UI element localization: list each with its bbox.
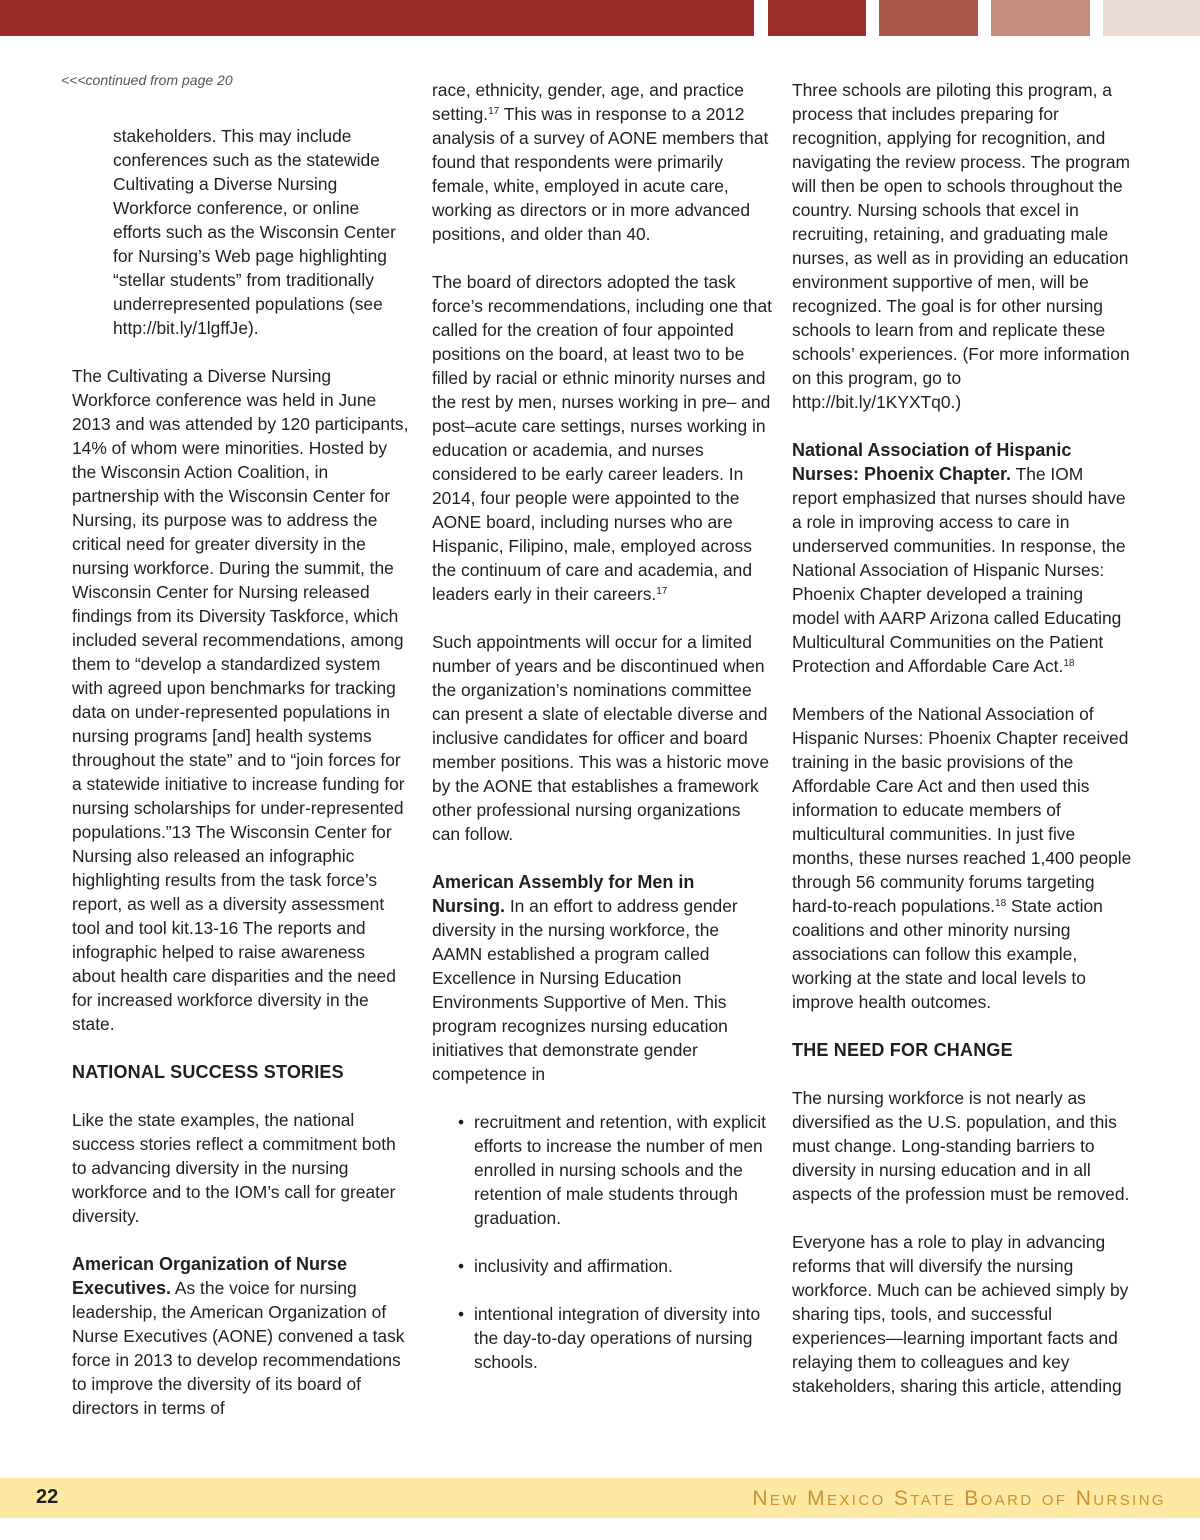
header-color-bar (0, 0, 1200, 36)
nahn-lead: National Association of Hispanic Nurses: Phoenix Chapter. (792, 440, 1072, 484)
footnote-ref: 17 (488, 106, 500, 117)
header-bar-segment (768, 0, 866, 36)
header-bar-segment (1103, 0, 1200, 36)
paragraph-national: Like the state examples, the national success stories reflect a commitment both to advancing diversity in the nursing workforce and to the IOM’s call for greater diversity. (72, 1110, 396, 1226)
aone-lead: American Organization of Nurse Executives. (72, 1254, 348, 1298)
nahn-text: The IOM report emphasized that nurses should have a role in improving access to care in underserved communities. In response, the National Association of Hispanic Nurses: Phoenix Chapter developed a training model with AARP Arizona called Educating Multicultural Communities on the Patient Protection and Affordable Care Act. (792, 464, 1126, 676)
aone-text: As the voice for nursing leadership, the American Organization of Nurse Executives (AONE) convened a task force in 2013 to develop recommendations to improve the diversity of its board of directors in terms of (72, 1278, 405, 1418)
footnote-ref: 17 (656, 586, 668, 597)
paragraph-change: The nursing workforce is not nearly as diversified as the U.S. population, and this must change. Long-standing barriers to diversity in nursing education and in all aspects of the profession must be removed. (792, 1088, 1130, 1204)
aone-continued-text: race, ethnicity, gender, age, and practice setting. (432, 80, 744, 124)
page-number: 22 (36, 1486, 59, 1508)
article-column-3 (792, 78, 1132, 1422)
paragraph-board (432, 270, 772, 606)
continued-note: <<<continued from page 20 (61, 72, 233, 88)
paragraph-pilot-schools: Three schools are piloting this program, a process that includes preparing for recognition, applying for recognition, and navigating the review process. The program will then be open to schools throughout the country. Nursing schools that excel in recruiting, retaining, and graduating male nurses, as well as in providing an education environment supportive of men, will be recognized. The goal is for other nursing schools to learn from and replicate these schools’ experiences. (For more information on this program, go to http://bit.ly/1KYXTq0.) (792, 80, 1131, 412)
header-bar-segment (991, 0, 1090, 36)
paragraph-members (792, 702, 1132, 1014)
paragraph-appointments: Such appointments will occur for a limited number of years and be discontinued when the organization’s nominations committee can present a slate of electable diverse and inclusive candidates for officer and board member positions. This was a historic move by the AONE that establishes a framework other professional nursing organizations can follow. (432, 632, 769, 844)
header-bar-segment (879, 0, 978, 36)
board-text: The board of directors adopted the task force’s recommendations, including one that called for the creation of four appointed positions on the board, at least two to be filled by racial or ethnic minority nurses and the rest by men, nurses working in pre– and post–acute care settings, nurses working in education or academia, and nurses considered to be early career leaders. In 2014, four people were appointed to the AONE board, including nurses who are Hispanic, Filipino, male, employed across the continuum of care and academia, and leaders early in their careers. (432, 272, 772, 604)
article-column-1 (72, 78, 410, 1444)
heading-need-for-change: THE NEED FOR CHANGE (792, 1040, 1013, 1060)
paragraph-aamn (432, 870, 772, 1086)
aamn-lead: American Assembly for Men in Nursing. (432, 872, 695, 916)
heading-national-success-stories: NATIONAL SUCCESS STORIES (72, 1062, 344, 1082)
paragraph-aone (72, 1252, 410, 1420)
paragraph-everyone: Everyone has a role to play in advancing reforms that will diversify the nursing workforce. Much can be achieved simply by sharing tips, tools, and successful experiences—learning important facts and relaying them to colleagues and key stakeholders, sharing this article, attending (792, 1232, 1129, 1396)
footnote-ref: 18 (1063, 658, 1075, 669)
paragraph-stakeholders: stakeholders. This may include conferences such as the statewide Cultivating a Diverse Nursing Workforce conference, or online efforts such as the Wisconsin Center for Nursing’s Web page highlighting “stellar students” from traditionally underrepresented populations (see http://bit.ly/1lgffJe). (113, 126, 396, 338)
paragraph-aone-continued (432, 78, 772, 246)
page-footer (0, 1478, 1200, 1518)
header-bar-segment (0, 0, 754, 36)
aamn-text: In an effort to address gender diversity in the nursing workforce, the AAMN established a program called Excellence in Nursing Education Environments Supportive of Men. This program recognizes nursing education initiatives that demonstrate gender competence in (432, 896, 738, 1084)
paragraph-nahn (792, 438, 1132, 678)
article-column-2 (432, 78, 772, 1398)
aone-continued-text-2: This was in response to a 2012 analysis of a survey of AONE members that found that respondents were primarily female, white, employed in acute care, working as directors or in more advanced positions, and older than 40. (432, 104, 769, 244)
list-item: • inclusivity and affirmation. (474, 1254, 772, 1278)
members-text-2: State action coalitions and other minority nursing associations can follow this example, working at the state and local levels to improve health outcomes. (792, 896, 1103, 1012)
members-text: Members of the National Association of Hispanic Nurses: Phoenix Chapter received training in the basic provisions of the Affordable Care Act and then used this information to educate members of multicultural communities. In just five months, these nurses reached 1,400 people through 56 community forums targeting hard-to-reach populations. (792, 704, 1132, 916)
publication-title: New Mexico State Board of Nursing (752, 1487, 1166, 1510)
footnote-ref: 18 (995, 898, 1007, 909)
competence-list (432, 1110, 772, 1374)
list-item: • intentional integration of diversity into the day-to-day operations of nursing schools. (474, 1302, 772, 1374)
list-item: • recruitment and retention, with explicit efforts to increase the number of men enrolled in nursing schools and the retention of male students through graduation. (474, 1110, 772, 1230)
paragraph-cultivating: The Cultivating a Diverse Nursing Workforce conference was held in June 2013 and was attended by 120 participants, 14% of whom were minorities. Hosted by the Wisconsin Action Coalition, in partnership with the Wisconsin Center for Nursing, its purpose was to address the critical need for greater diversity in the nursing workforce. During the summit, the Wisconsin Center for Nursing released findings from its Diversity Taskforce, which included several recommendations, among them to “develop a standardized system with agreed upon benchmarks for tracking data on under-represented populations in nursing programs [and] health systems throughout the state” and to “join forces for a statewide initiative to increase funding for nursing scholarships for under-represented populations.”13 The Wisconsin Center for Nursing also released an infographic highlighting results from the task force’s report, as well as a diversity assessment tool and tool kit.13-16 The reports and infographic helped to raise awareness about health care disparities and the need for increased workforce diversity in the state. (72, 366, 409, 1034)
